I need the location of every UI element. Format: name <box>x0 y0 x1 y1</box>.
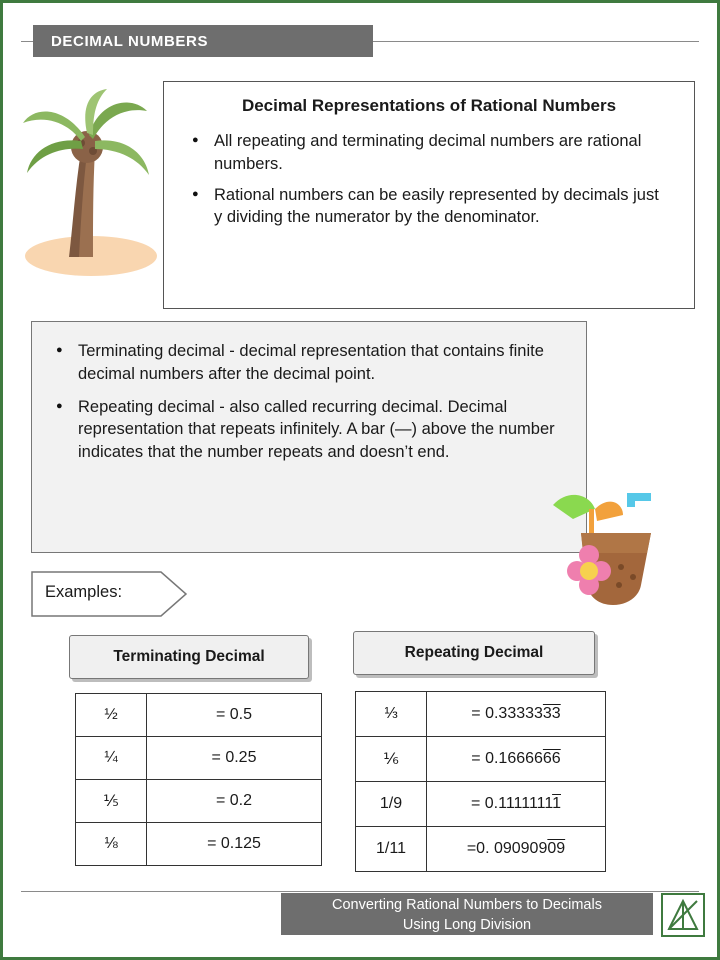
definitions-box <box>31 321 587 553</box>
footer-title <box>281 893 653 935</box>
value-text: =0. 090909 <box>466 840 548 857</box>
table-row <box>356 737 606 782</box>
footer-title-line1: Converting Rational Numbers to Decimals <box>332 897 602 913</box>
fraction-cell: ⅓ <box>356 692 427 737</box>
header <box>21 25 699 57</box>
definitions-bullet-list <box>44 340 570 464</box>
value-cell: = 0.25 <box>147 737 322 780</box>
list-item: ● Repeating decimal - also called recurring decimal. Decimal representation that repeats infinitely. A bar (—) above the number indicates that the number repeats and doesn’t end. <box>78 396 562 464</box>
table-row <box>76 780 322 823</box>
fraction-cell: ½ <box>76 694 147 737</box>
repeating-bar-digits: 09 <box>547 840 566 857</box>
repeating-decimal-table <box>355 691 606 872</box>
top-box-title: Decimal Representations of Rational Numbers <box>241 96 617 115</box>
examples-label: Examples: <box>45 583 123 601</box>
terminating-decimal-table <box>75 693 322 866</box>
footer-divider <box>21 891 699 892</box>
value-cell: = 0.5 <box>147 694 322 737</box>
footer-title-line2: Using Long Division <box>402 917 532 933</box>
fraction-cell: 1/11 <box>356 827 427 872</box>
table-row <box>356 782 606 827</box>
palm-tree-icon <box>19 89 159 279</box>
header-tab: DECIMAL NUMBERS <box>33 25 373 57</box>
list-item: ● All repeating and terminating decimal numbers are rational numbers. <box>214 130 670 176</box>
examples-banner <box>31 571 191 617</box>
list-item: ● Rational numbers can be easily represented by decimals just y dividing the numerator by the denominator. <box>214 184 670 230</box>
terminating-decimal-heading: Terminating Decimal <box>69 635 309 679</box>
value-text: = 0.1111111 <box>470 795 553 812</box>
worksheet-logo-icon <box>661 893 705 937</box>
value-text: = 0.33333 <box>471 705 543 722</box>
table-row <box>356 827 606 872</box>
table-row <box>76 737 322 780</box>
tropical-drink-icon <box>523 481 703 621</box>
fraction-cell: ⅕ <box>76 780 147 823</box>
table-row <box>76 694 322 737</box>
fraction-cell: ⅛ <box>76 823 147 866</box>
repeating-bar-digits: 1 <box>552 795 561 812</box>
value-cell <box>427 782 606 827</box>
value-cell <box>427 737 606 782</box>
fraction-cell: ¼ <box>76 737 147 780</box>
table-row <box>356 692 606 737</box>
rational-numbers-info-box <box>163 81 695 309</box>
repeating-bar-digits: 33 <box>542 705 561 722</box>
value-cell <box>427 692 606 737</box>
table-row <box>76 823 322 866</box>
value-cell <box>427 827 606 872</box>
repeating-bar-digits: 66 <box>542 750 561 767</box>
fraction-cell: 1/9 <box>356 782 427 827</box>
top-box-bullet-list <box>180 130 678 229</box>
value-cell: = 0.2 <box>147 780 322 823</box>
fraction-cell: ⅙ <box>356 737 427 782</box>
list-item: ● Terminating decimal - decimal representation that contains finite decimal numbers after the decimal point. <box>78 340 562 386</box>
repeating-decimal-heading: Repeating Decimal <box>353 631 595 675</box>
value-text: = 0.16666 <box>471 750 543 767</box>
value-cell: = 0.125 <box>147 823 322 866</box>
